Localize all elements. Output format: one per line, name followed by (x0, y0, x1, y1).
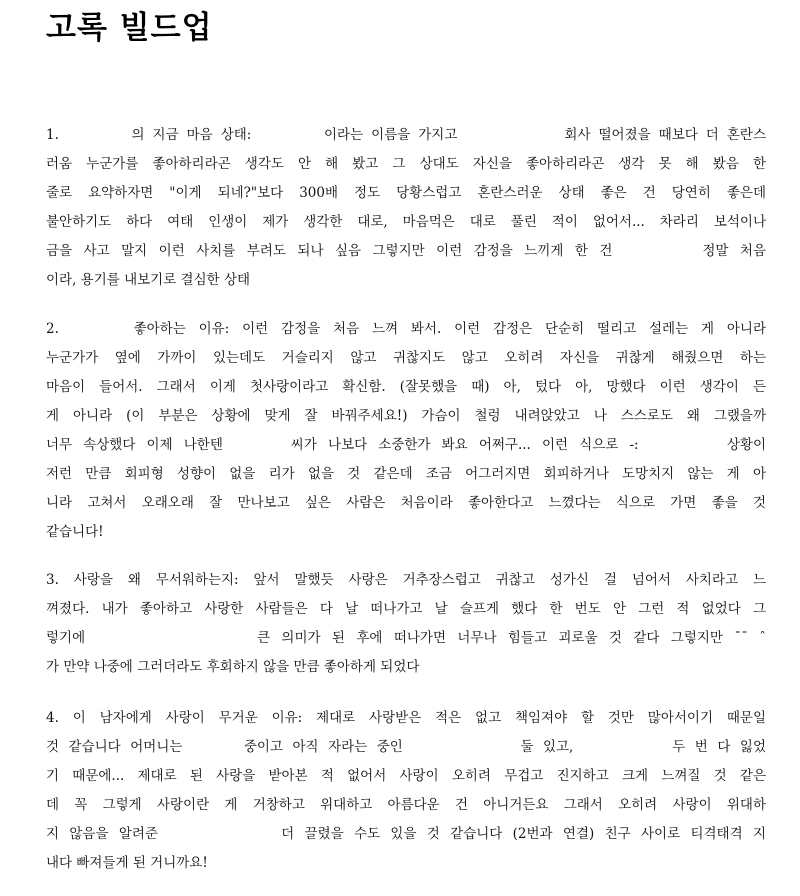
paragraph-line: 같습니다! (46, 524, 104, 540)
document-title: 고록 빌드업 (46, 10, 213, 46)
paragraph-line: 마음이 들어서. 그래서 이게 첫사랑이라고 확신함. (잘못했을 때) 아, 텄다 아, 망했다 이런 생각이 든 (46, 379, 766, 395)
paragraph-line: 가 만약 나중에 그러더라도 후회하지 않을 만큼 좋아하게 되었다 (46, 659, 420, 675)
paragraph-line: 데 꼭 그렇게 사랑이란 게 거창하고 위대하고 아름다운 건 아니거든요 그래서 오히려 사랑이 위대하 (46, 797, 766, 813)
paragraph-line: 지 않음을 알려준 더 끌렸을 수도 있을 것 같습니다 (2번과 연결) 친구 사이로 티격태격 지 (46, 826, 766, 842)
paragraph-line: 1. 의 지금 마음 상태: 이라는 이름을 가지고 회사 떨어졌을 때보다 더 혼란스 (46, 127, 766, 143)
paragraph-line: 껴졌다. 내가 좋아하고 사랑한 사람들은 다 날 떠나가고 날 슬프게 했다 한 번도 안 그런 적 없었다 그 (46, 601, 766, 617)
section-fear-of-love (46, 566, 766, 682)
paragraph-line: 너무 속상했다 이제 나한텐 씨가 나보다 소중한가 봐요 어쩌구... 이런 식으로 -: 상황이 (46, 437, 766, 453)
section-reason-for-liking (46, 315, 766, 547)
paragraph-line: 것 같습니다 어머니는 중이고 아직 자라는 중인 둘 있고, 두 번 다 잃었 (46, 739, 766, 755)
paragraph-line: 렇기에 큰 의미가 된 후에 떠나가면 너무나 힘들고 괴로울 것 같다 그렇지만 ˉˉ ˆ (46, 630, 766, 646)
paragraph-line: 3. 사랑을 왜 무서워하는지: 앞서 말했듯 사랑은 거추장스럽고 귀찮고 성가신 걸 넘어서 사치라고 느 (46, 572, 766, 588)
paragraph-line: 2. 좋아하는 이유: 이런 감정을 처음 느껴 봐서. 이런 감정은 단순히 떨리고 설레는 게 아니라 (46, 321, 766, 337)
paragraph-line: 기 때문에... 제대로 된 사랑을 받아본 적 없어서 사랑이 오히려 무겁고 진지하고 크게 느껴질 것 같은 (46, 768, 766, 784)
paragraph-line: 내다 빠져들게 된 거니까요! (46, 855, 208, 871)
paragraph-line: 러움 누군가를 좋아하리라곤 생각도 안 해 봤고 그 상대도 자신을 좋아하리라곤 생각 못 해 봤음 한 (46, 156, 766, 172)
paragraph-line: 줄로 요약하자면 "이게 되네?"보다 300배 정도 당황스럽고 혼란스러운 상태 좋은 건 당연히 좋은데 (46, 185, 766, 201)
paragraph-line: 불안하기도 하다 여태 인생이 제가 생각한 대로, 마음먹은 대로 풀린 적이 없어서... 차라리 보석이나 (46, 214, 766, 230)
paragraph-line: 게 아니라 (이 부분은 상황에 맞게 잘 바꿔주세요!) 가슴이 철렁 내려앉았고 나 스스로도 왜 그랬을까 (46, 408, 766, 424)
section-why-love-is-heavy (46, 704, 766, 878)
paragraph-line: 니라 고쳐서 오래오래 잘 만나보고 싶은 사람은 처음이라 좋아한다고 느꼈다는 식으로 가면 좋을 것 (46, 495, 766, 511)
paragraph-line: 이라, 용기를 내보기로 결심한 상태 (46, 272, 251, 288)
paragraph-line: 4. 이 남자에게 사랑이 무거운 이유: 제대로 사랑받은 적은 없고 책임져야 할 것만 많아서이기 때문일 (46, 710, 766, 726)
paragraph-line: 금을 사고 말지 이런 사치를 부려도 되나 싶음 그렇지만 이런 감정을 느끼게 한 건 정말 처음 (46, 243, 766, 259)
paragraph-line: 누군가가 옆에 가까이 있는데도 거슬리지 않고 귀찮지도 않고 오히려 자신을 귀찮게 해줬으면 하는 (46, 350, 766, 366)
section-current-state (46, 121, 766, 295)
paragraph-line: 저런 만큼 회피형 성향이 없을 리가 없을 것 같은데 조금 어그러지면 회피하거나 도망치지 않는 게 아 (46, 466, 766, 482)
